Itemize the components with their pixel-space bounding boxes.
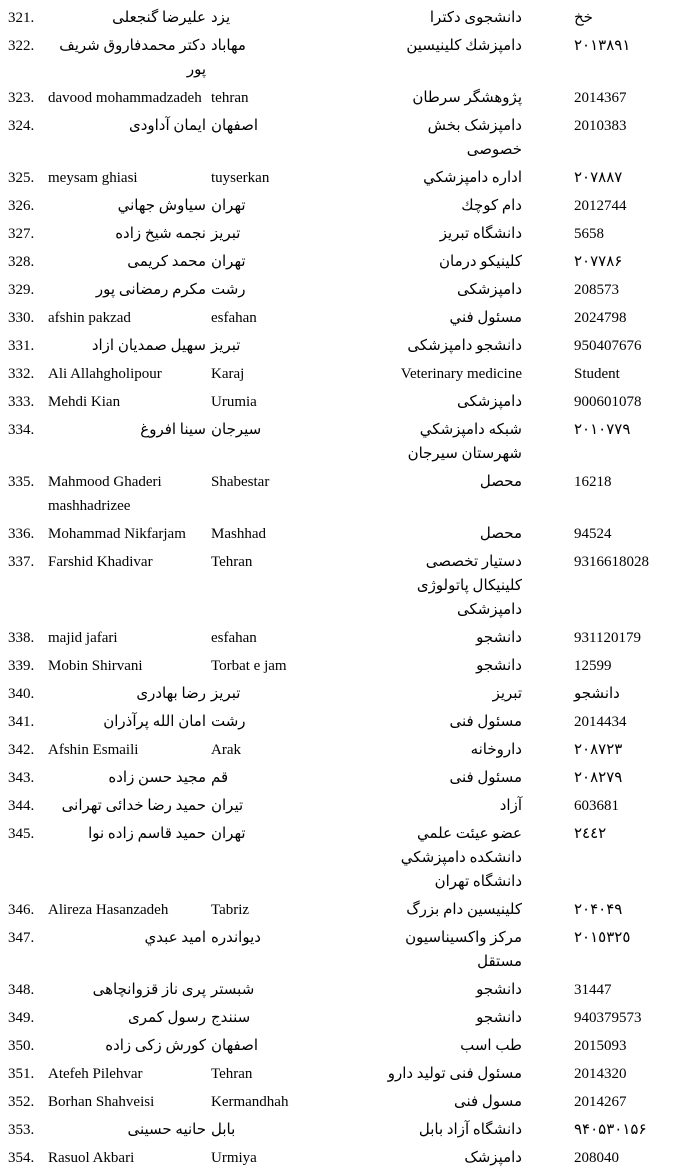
city-cell: Tehran <box>211 554 253 570</box>
value-cell: ۲۰۷۷۸۶ <box>574 254 623 270</box>
city-cell: esfahan <box>211 630 257 646</box>
name-cell: حمید قاسم زاده نوا <box>88 826 206 842</box>
row-number: 321. <box>8 10 35 26</box>
name-cell: مجید حسن زاده <box>108 770 206 786</box>
row-number: 345. <box>8 826 35 842</box>
name-cell: Mahmood Ghaderi mashhadrizee <box>48 474 162 514</box>
city-cell: Karaj <box>211 366 245 382</box>
value-cell: ۲۰۷۸۸۷ <box>574 170 623 186</box>
row-number: 330. <box>8 310 35 326</box>
occupation-cell: طب اسب <box>460 1038 522 1054</box>
row-number: 327. <box>8 226 35 242</box>
table-row <box>8 222 673 250</box>
table-row <box>8 626 673 654</box>
city-cell: Tabriz <box>211 902 250 918</box>
table-row <box>8 550 673 626</box>
row-number: 324. <box>8 118 35 134</box>
value-cell: 2014320 <box>574 1066 627 1082</box>
name-cell: ایمان آداودی <box>128 118 206 134</box>
occupation-cell: دانشجوی دکترا <box>429 10 522 26</box>
occupation-cell: دامپزشک بخش خصوصی <box>427 118 522 158</box>
occupation-cell: دامپزشکی <box>456 282 522 298</box>
city-cell: اصفهان <box>211 118 258 134</box>
name-cell: سینا افروغ <box>140 422 206 438</box>
name-cell: meysam ghiasi <box>48 170 138 186</box>
table-row <box>8 1146 673 1174</box>
occupation-cell: دامپزشك كلينيسين <box>406 38 522 54</box>
occupation-cell: آزاد <box>499 798 522 814</box>
city-cell: تهران <box>211 198 246 214</box>
row-number: 347. <box>8 930 35 946</box>
name-cell: Mobin Shirvani <box>48 658 143 674</box>
occupation-cell: تبریز <box>492 686 522 702</box>
value-cell: 931120179 <box>574 630 641 646</box>
name-cell: دکتر محمدفاروق شریف پور <box>59 38 206 78</box>
value-cell: ٢٠١٥٣٢٥ <box>574 930 631 946</box>
table-row <box>8 1006 673 1034</box>
occupation-cell: مسئول فنی <box>449 770 522 786</box>
value-cell: 2014367 <box>574 90 627 106</box>
table-row <box>8 926 673 978</box>
value-cell: 9316618028 <box>574 554 649 570</box>
name-cell: سياوش جهاني <box>117 198 206 214</box>
value-cell: خخ <box>574 10 593 26</box>
row-number: 350. <box>8 1038 35 1054</box>
table-row <box>8 6 673 34</box>
value-cell: 950407676 <box>574 338 642 354</box>
name-cell: Farshid Khadivar <box>48 554 153 570</box>
name-cell: afshin pakzad <box>48 310 131 326</box>
value-cell: 2010383 <box>574 118 627 134</box>
city-cell: بابل <box>211 1122 236 1138</box>
city-cell: Tehran <box>211 1066 253 1082</box>
row-number: 326. <box>8 198 35 214</box>
name-cell: Mohammad Nikfarjam <box>48 526 186 542</box>
city-cell: Mashhad <box>211 526 266 542</box>
name-cell: امید عبدي <box>144 930 206 946</box>
row-number: 343. <box>8 770 35 786</box>
city-cell: رشت <box>211 282 246 298</box>
occupation-cell: پژوهشگر سرطان <box>412 90 522 106</box>
name-cell: محمد کریمی <box>127 254 206 270</box>
occupation-cell: دامپزشک <box>464 1150 522 1166</box>
table-row <box>8 822 673 898</box>
directory-table <box>8 6 673 1174</box>
row-number: 348. <box>8 982 35 998</box>
city-cell: Shabestar <box>211 474 270 490</box>
occupation-cell: دام کوچك <box>461 198 522 214</box>
row-number: 344. <box>8 798 35 814</box>
name-cell: majid jafari <box>48 630 118 646</box>
occupation-cell: مسول فنی <box>453 1094 522 1110</box>
row-number: 340. <box>8 686 35 702</box>
row-number: 334. <box>8 422 35 438</box>
row-number: 333. <box>8 394 35 410</box>
name-cell: حمید رضا خدائی تهرانی <box>61 798 206 814</box>
value-cell: 94524 <box>574 526 612 542</box>
value-cell: Student <box>574 366 620 382</box>
occupation-cell: دانشگاه آزاد بابل <box>418 1122 522 1138</box>
value-cell: 2015093 <box>574 1038 627 1054</box>
city-cell: یزد <box>211 10 231 26</box>
value-cell: 2014267 <box>574 1094 627 1110</box>
value-cell: ۲۰۸۷۲۳ <box>574 742 623 758</box>
row-number: 328. <box>8 254 35 270</box>
value-cell: 208040 <box>574 1150 619 1166</box>
occupation-cell: دانشجو <box>476 982 522 998</box>
table-row <box>8 470 673 522</box>
city-cell: سنندج <box>211 1010 251 1026</box>
row-number: 325. <box>8 170 35 186</box>
table-row <box>8 1062 673 1090</box>
city-cell: Kermandhah <box>211 1094 289 1110</box>
city-cell: Torbat e jam <box>211 658 287 674</box>
table-row <box>8 766 673 794</box>
value-cell: ٢٤٤٢ <box>574 826 607 842</box>
city-cell: سیرجان <box>211 422 262 438</box>
city-cell: tehran <box>211 90 249 106</box>
occupation-cell: مرکز واکسیناسیون مستقل <box>405 930 522 970</box>
city-cell: تبریز <box>211 226 241 242</box>
occupation-cell: دستیار تخصصی کلینیکال پاتولوژی دامپزشکی <box>416 554 522 618</box>
table-row <box>8 114 673 166</box>
value-cell: 900601078 <box>574 394 642 410</box>
table-row <box>8 710 673 738</box>
row-number: 335. <box>8 474 35 490</box>
name-cell: رضا بهادری <box>136 686 206 702</box>
row-number: 336. <box>8 526 35 542</box>
name-cell: علیرضا گنجعلی <box>112 10 206 26</box>
city-cell: تهران <box>211 826 246 842</box>
value-cell: ۹۴۰۵۳۰۱۵۶ <box>574 1122 647 1138</box>
value-cell: ۲۰۱۰۷۷۹ <box>574 422 631 438</box>
city-cell: رشت <box>211 714 246 730</box>
occupation-cell: شبکه دامپزشكي شهرستان سیرجان <box>407 422 522 462</box>
city-cell: اصفهان <box>211 1038 258 1054</box>
table-row <box>8 278 673 306</box>
row-number: 322. <box>8 38 35 54</box>
name-cell: کورش زکی زاده <box>105 1038 206 1054</box>
value-cell: ۲۰۴۰۴۹ <box>574 902 623 918</box>
directory-table-body <box>8 6 673 1174</box>
name-cell: Rasuol Akbari <box>48 1150 135 1166</box>
table-row <box>8 1090 673 1118</box>
name-cell: امان الله پرآذران <box>103 714 206 730</box>
value-cell: 12599 <box>574 658 612 674</box>
row-number: 337. <box>8 554 35 570</box>
occupation-cell: دانشجو <box>476 630 522 646</box>
table-row <box>8 522 673 550</box>
occupation-cell: محصل <box>479 474 522 490</box>
occupation-cell: اداره دامپزشكي <box>423 170 522 186</box>
name-cell: davood mohammadzadeh <box>48 90 202 106</box>
occupation-cell: محصل <box>479 526 522 542</box>
value-cell: 16218 <box>574 474 612 490</box>
table-row <box>8 306 673 334</box>
row-number: 338. <box>8 630 35 646</box>
occupation-cell: کلینیسین دام بزرگ <box>406 902 522 918</box>
name-cell: نجمه شیخ زاده <box>115 226 206 242</box>
occupation-cell: مسئول فنی تولید دارو <box>387 1066 522 1082</box>
value-cell: 2024798 <box>574 310 627 326</box>
occupation-cell: كلينيكو درمان <box>438 254 522 270</box>
value-cell: دانشجو <box>574 686 620 702</box>
city-cell: Arak <box>211 742 241 758</box>
table-row <box>8 166 673 194</box>
name-cell: Ali Allahgholipour <box>48 366 162 382</box>
name-cell: سهیل صمدیان ازاد <box>91 338 206 354</box>
row-number: 353. <box>8 1122 35 1138</box>
value-cell: 31447 <box>574 982 612 998</box>
table-row <box>8 1118 673 1146</box>
name-cell: حانیه حسینی <box>127 1122 206 1138</box>
table-row <box>8 334 673 362</box>
table-row <box>8 738 673 766</box>
name-cell: Afshin Esmaili <box>48 742 139 758</box>
occupation-cell: مسئول فنی <box>449 714 522 730</box>
name-cell: Mehdi Kian <box>48 394 121 410</box>
occupation-cell: داروخانه <box>470 742 522 758</box>
row-number: 354. <box>8 1150 35 1166</box>
name-cell: مکرم رمضانی پور <box>95 282 206 298</box>
occupation-cell: Veterinary medicine <box>400 366 522 382</box>
occupation-cell: دامپزشکی <box>456 394 522 410</box>
occupation-cell: دانشجو دامپزشکی <box>407 338 522 354</box>
table-row <box>8 418 673 470</box>
city-cell: تهران <box>211 254 246 270</box>
table-row <box>8 250 673 278</box>
name-cell: رسول کمری <box>127 1010 206 1026</box>
row-number: 331. <box>8 338 35 354</box>
table-row <box>8 86 673 114</box>
name-cell: Atefeh Pilehvar <box>48 1066 143 1082</box>
row-number: 351. <box>8 1066 35 1082</box>
row-number: 323. <box>8 90 35 106</box>
city-cell: tuyserkan <box>211 170 270 186</box>
value-cell: 208573 <box>574 282 619 298</box>
city-cell: دیواندره <box>211 930 261 946</box>
row-number: 329. <box>8 282 35 298</box>
occupation-cell: دانشجو <box>476 658 522 674</box>
occupation-cell: دانشجو <box>476 1010 522 1026</box>
value-cell: ۲۰۸۲۷۹ <box>574 770 623 786</box>
value-cell: 603681 <box>574 798 619 814</box>
table-row <box>8 1034 673 1062</box>
city-cell: تبریز <box>211 686 241 702</box>
value-cell: 2012744 <box>574 198 627 214</box>
row-number: 342. <box>8 742 35 758</box>
row-number: 341. <box>8 714 35 730</box>
city-cell: مهاباد <box>211 38 246 54</box>
table-row <box>8 390 673 418</box>
city-cell: قم <box>211 770 229 786</box>
city-cell: Urumia <box>211 394 257 410</box>
value-cell: 2014434 <box>574 714 627 730</box>
table-row <box>8 362 673 390</box>
city-cell: تیران <box>211 798 244 814</box>
table-row <box>8 682 673 710</box>
name-cell: Alireza Hasanzadeh <box>48 902 169 918</box>
city-cell: Urmiya <box>211 1150 257 1166</box>
occupation-cell: مسئول فني <box>449 310 522 326</box>
city-cell: esfahan <box>211 310 257 326</box>
city-cell: تبریز <box>211 338 241 354</box>
table-row <box>8 654 673 682</box>
row-number: 339. <box>8 658 35 674</box>
name-cell: Borhan Shahveisi <box>48 1094 155 1110</box>
row-number: 332. <box>8 366 35 382</box>
table-row <box>8 898 673 926</box>
row-number: 346. <box>8 902 35 918</box>
row-number: 349. <box>8 1010 35 1026</box>
occupation-cell: عضو عيئت علمي دانشكده دامپزشكي دانشگاه تهران <box>400 826 522 890</box>
value-cell: ۲۰۱۳۸۹۱ <box>574 38 631 54</box>
table-row <box>8 978 673 1006</box>
table-row <box>8 194 673 222</box>
occupation-cell: دانشگاه تبریز <box>439 226 522 242</box>
name-cell: پری ناز قزوانچاهی <box>92 982 206 998</box>
table-row <box>8 794 673 822</box>
value-cell: 940379573 <box>574 1010 642 1026</box>
value-cell: 5658 <box>574 226 604 242</box>
table-row <box>8 34 673 86</box>
city-cell: شبستر <box>211 982 255 998</box>
row-number: 352. <box>8 1094 35 1110</box>
